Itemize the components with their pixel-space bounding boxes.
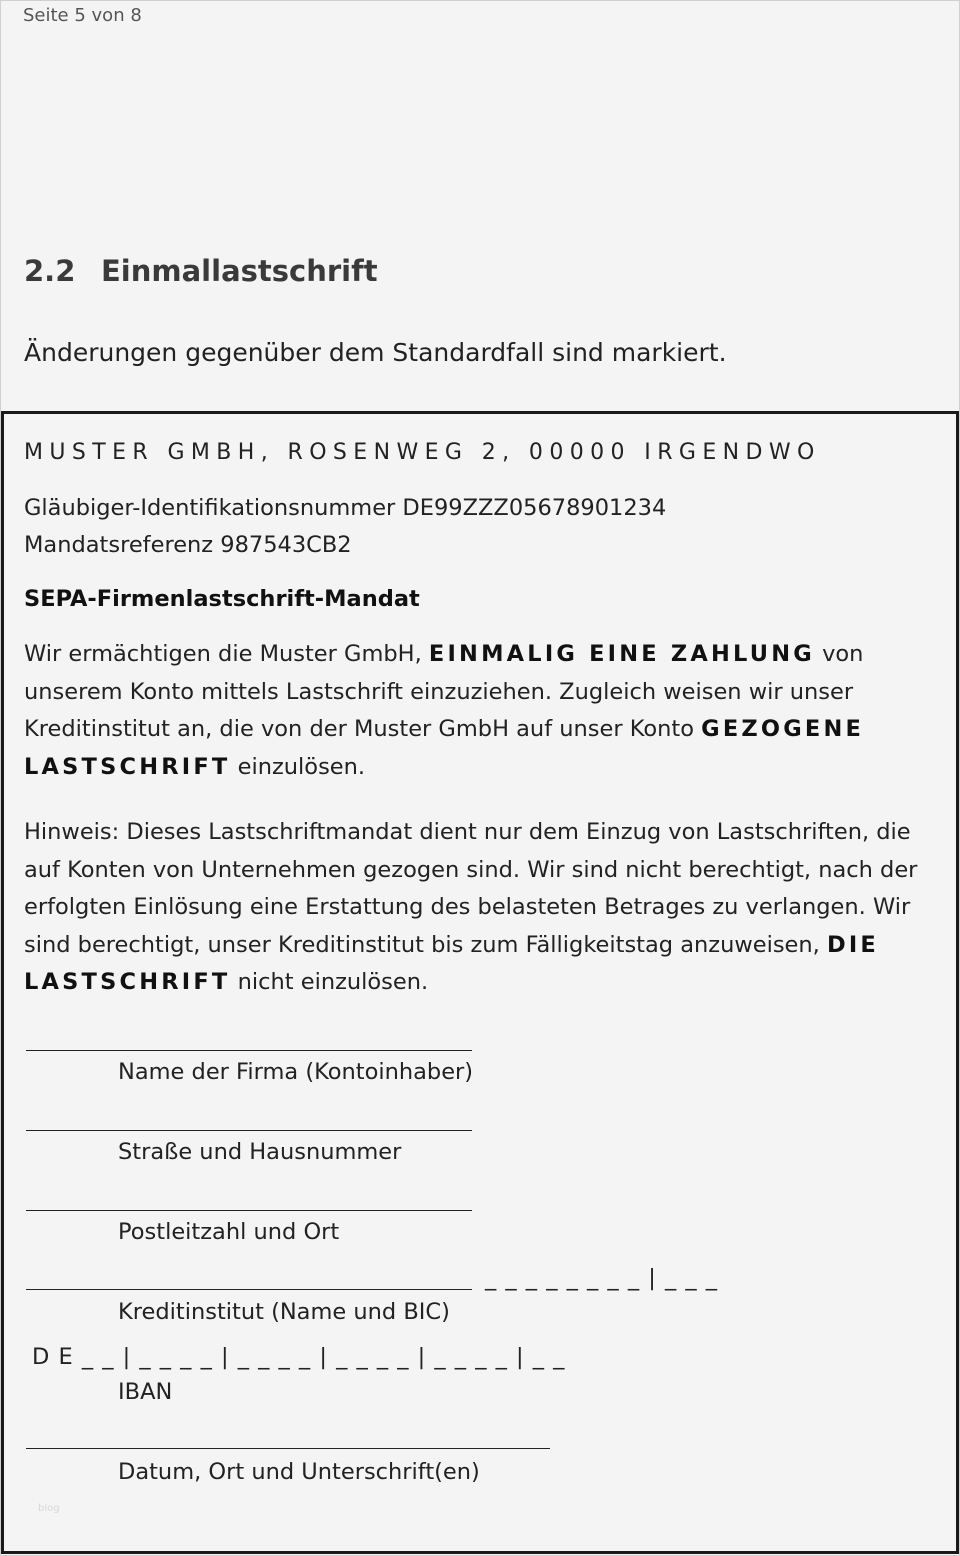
creditor-address: MUSTER GMBH, ROSENWEG 2, 00000 IRGENDWO [24, 440, 821, 465]
highlight-single-payment: EINMALIG EINE ZAHLUNG [428, 641, 815, 667]
highlight-debit: DIE LASTSCHRIFT [24, 931, 879, 995]
mandate-title: SEPA-Firmenlastschrift-Mandat [24, 586, 420, 612]
street-label: Straße und Hausnummer [118, 1139, 402, 1165]
bank-label: Kreditinstitut (Name und BIC) [118, 1299, 450, 1325]
note-paragraph [24, 814, 944, 1002]
company-name-label: Name der Firma (Kontoinhaber) [118, 1059, 474, 1085]
section-number: 2.2 [24, 254, 76, 288]
watermark: blog [38, 1503, 60, 1514]
section-title: Einmallastschrift [101, 254, 378, 288]
street-line[interactable] [26, 1130, 472, 1131]
creditor-id: Gläubiger-Identifikationsnummer DE99ZZZ05678901234 [24, 495, 667, 521]
mandate-reference: Mandatsreferenz 987543CB2 [24, 532, 352, 558]
company-name-line[interactable] [26, 1050, 472, 1051]
page-number: Seite 5 von 8 [23, 5, 142, 26]
bic-field[interactable]: _ _ _ _ _ _ _ _ | _ _ _ [485, 1265, 719, 1291]
section-heading [24, 254, 378, 288]
postal-city-line[interactable] [26, 1210, 472, 1211]
note-text: nicht einzulösen. [230, 969, 429, 995]
authorization-paragraph [24, 636, 944, 786]
postal-city-label: Postleitzahl und Ort [118, 1219, 340, 1245]
note-text: Hinweis: Dieses Lastschriftmandat dient nur dem Einzug von Lastschriften, die auf Konten von Unternehmen gezogen sind. Wir sind nicht berechtigt, nach der erfolgten Einlösung eine Erstattung des belasteten Betrages zu verlangen. Wir sind berechtigt, unser Kreditinstitut bis zum Fälligkeitstag anzuweisen, [24, 819, 918, 958]
intro-text: Änderungen gegenüber dem Standardfall sind markiert. [24, 338, 727, 367]
bank-name-line[interactable] [26, 1289, 472, 1290]
signature-label: Datum, Ort und Unterschrift(en) [118, 1459, 480, 1485]
authorization-text: einzulösen. [230, 753, 366, 780]
signature-line[interactable] [26, 1448, 550, 1449]
iban-label: IBAN [118, 1379, 173, 1405]
iban-field[interactable]: D E _ _ | _ _ _ _ | _ _ _ _ | _ _ _ _ | _ _ _ _ | _ _ [32, 1344, 566, 1370]
highlight-drawn-debit: GEZOGENE LASTSCHRIFT [24, 716, 865, 780]
authorization-text: von unserem Konto mittels Lastschrift einzuziehen. Zugleich weisen wir unser Kreditinstitut an, die von der Muster GmbH auf unser Konto [24, 641, 864, 742]
authorization-text: Wir ermächtigen die Muster GmbH, [24, 641, 429, 667]
